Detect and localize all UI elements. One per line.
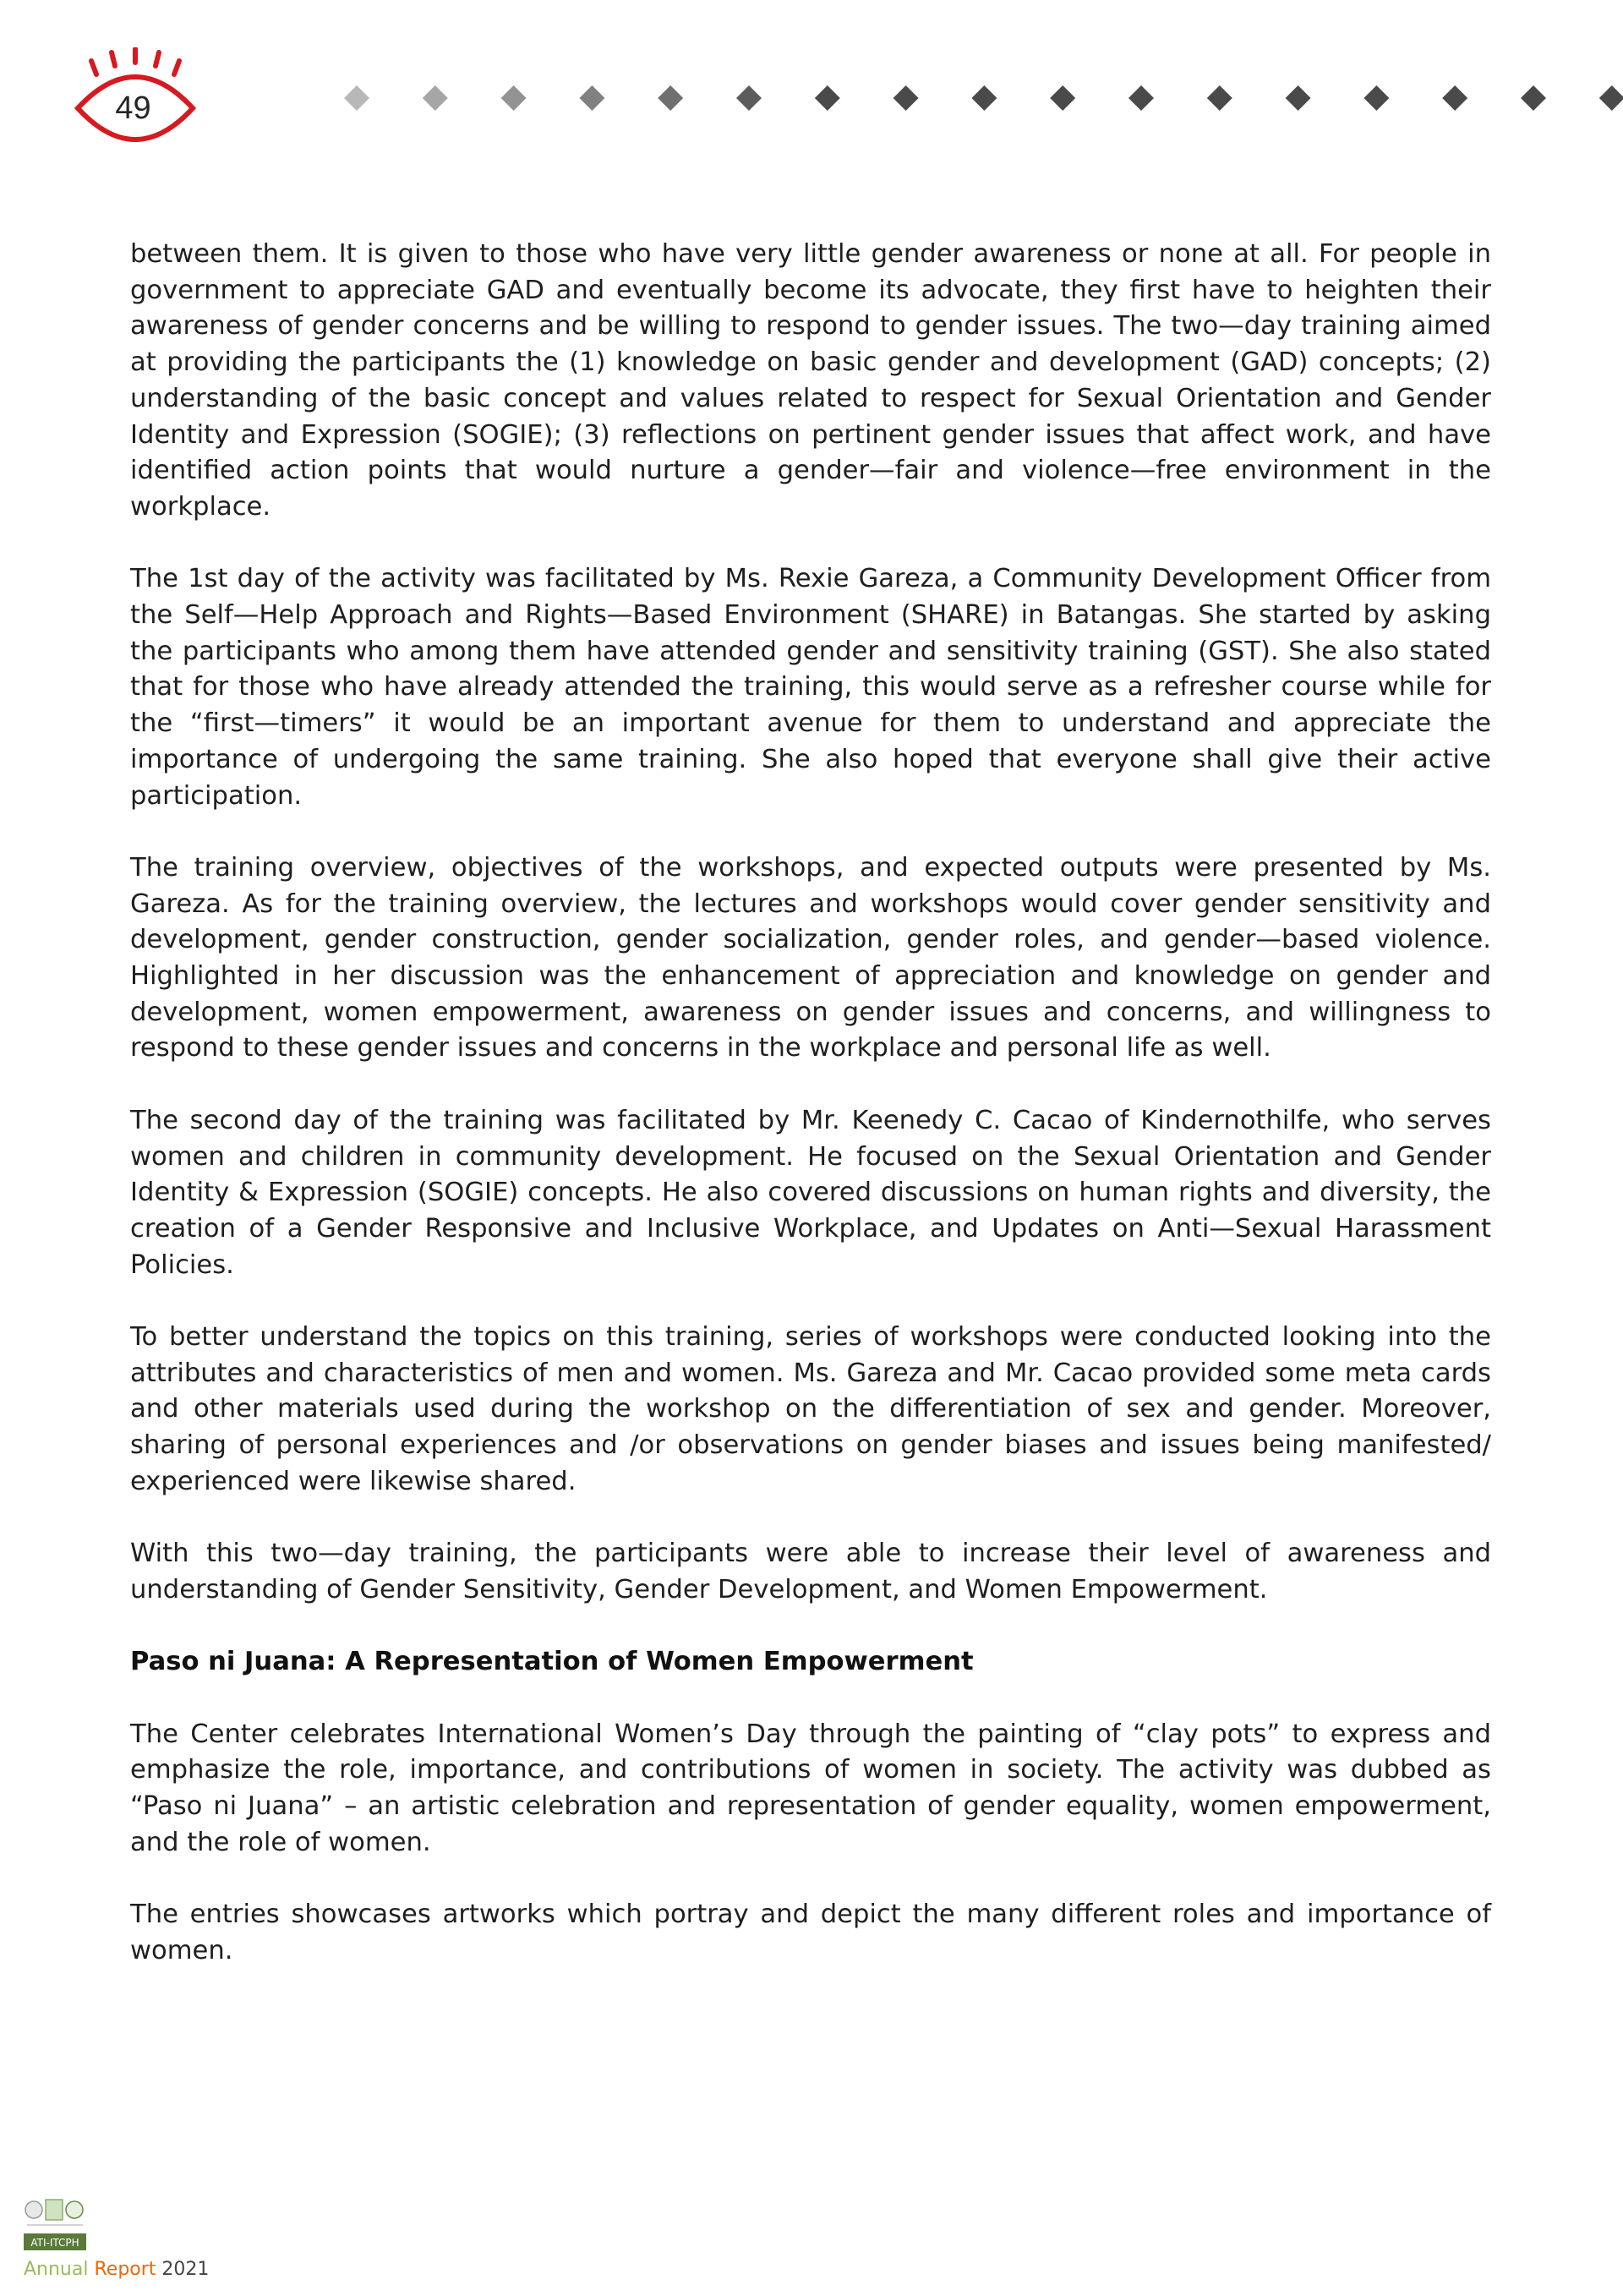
divider-diamond <box>579 85 604 111</box>
divider-diamond <box>1286 85 1311 111</box>
divider-diamond <box>1442 85 1467 111</box>
paragraph-gad-training-intro: between them. It is given to those who have very little gender awareness or none at all. For people in government to appreciate GAD and eventually become its advocate, they first have to heighten their awareness of gender concerns and be willing to respond to gender issues. The two—day training aimed at providing the participants the (1) knowledge on basic gender and development (GAD) concepts; (2) understanding of the basic concept and values related to respect for Sexual Orientation and Gender Identity and Expression (SOGIE); (3) reflections on pertinent gender issues that affect work, and have identified action points that would nurture a gender—fair and violence—free environment in the workplace. <box>130 239 1491 522</box>
eyelash-mark <box>91 61 96 74</box>
divider-diamond <box>1599 85 1623 111</box>
document-body <box>130 237 1491 2005</box>
paragraph-entries: The entries showcases artworks which portray and depict the many different roles and importance of women. <box>130 1900 1491 1965</box>
ati-itcph-logo <box>46 2200 63 2220</box>
paragraph-training-outcome: With this two—day training, the participants were able to increase their level of awareness and understanding of Gender Sensitivity, Gender Development, and Women Empowerment. <box>130 1539 1491 1604</box>
agency-seal-icon <box>66 2201 83 2218</box>
paragraph-day-one: The 1st day of the activity was facilitated by Ms. Rexie Gareza, a Community Development Officer from the Self—Help Approach and Rights—Based Environment (SHARE) in Batangas. She started by asking the participants who among them have attended gender and sensitivity training (GST). She also stated that for those who have already attended the training, this would serve as a refresher course while for the “first—timers” it would be an important avenue for them to understand and appreciate the importance of undergoing the same training. She also hoped that everyone shall give their active participation. <box>130 564 1491 811</box>
section-heading: Paso ni Juana: A Representation of Women Empowerment <box>130 1647 974 1677</box>
divider-diamond <box>1363 85 1389 111</box>
paragraph-workshops: To better understand the topics on this training, series of workshops were conducted looking into the attributes and characteristics of men and women. Ms. Gareza and Mr. Cacao provided some meta cards and other materials used during the workshop on the differentiation of sex and gender. Moreover, sharing of personal experiences and /or observations on gender biases and issues being manifested/ experienced were likewise shared. <box>130 1322 1491 1496</box>
divider-diamond <box>344 85 369 111</box>
badge-label: ATI-ITCPH <box>30 2237 79 2249</box>
divider-diamond <box>1050 85 1075 111</box>
iso-certification-icon <box>25 2201 42 2218</box>
certification-logos <box>24 2196 86 2252</box>
divider-diamond <box>1521 85 1546 111</box>
divider-diamond <box>501 85 527 111</box>
page-number: 49 <box>115 90 151 126</box>
divider-diamond <box>658 85 683 111</box>
divider-diamond <box>1128 85 1154 111</box>
paragraph-womens-day: The Center celebrates International Women’s Day through the painting of “clay pots” to express and emphasize the role, importance, and contributions of women in society. The activity was dubbed as “Paso ni Juana” – an artistic celebration and representation of gender equality, women empowerment, and the role of women. <box>130 1719 1491 1857</box>
divider-diamond <box>736 85 762 111</box>
divider-diamond <box>1207 85 1232 111</box>
paragraph-training-overview: The training overview, objectives of the workshops, and expected outputs were presented by Ms. Gareza. As for the training overview, the lectures and workshops would cover gender sensitivity and development, gender construction, gender socialization, gender roles, and gender—based violence. Highlighted in her discussion was the enhancement of appreciation and knowledge on gender and development, women empowerment, awareness on gender issues and concerns, and willingness to respond to these gender issues and concerns in the workplace and personal life as well. <box>130 852 1491 1063</box>
divider-diamond <box>815 85 840 111</box>
eyelash-mark <box>112 52 115 66</box>
annual-report-label: Annual Report 2021 <box>24 2259 210 2280</box>
diamond-divider <box>334 81 1623 115</box>
divider-diamond <box>971 85 997 111</box>
eyelash-mark <box>174 61 179 74</box>
eyelash-mark <box>156 52 159 66</box>
divider-diamond <box>893 85 919 111</box>
divider-diamond <box>423 85 448 111</box>
paragraph-day-two: The second day of the training was facilitated by Mr. Keenedy C. Cacao of Kindernothilfe, who serves women and children in community development. He focused on the Sexual Orientation and Gender Identity & Expression (SOGIE) concepts. He also covered discussions on human rights and diversity, the creation of a Gender Responsive and Inclusive Workplace, and Updates on Anti—Sexual Harassment Policies. <box>130 1105 1491 1280</box>
